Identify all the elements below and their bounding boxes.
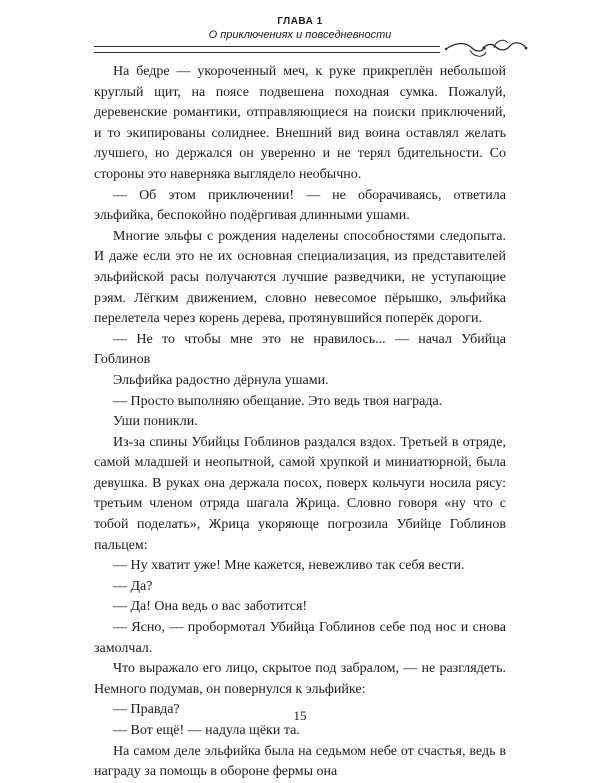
paragraph: Из-за спины Убийцы Гоблинов раздался вздох. Третьей в отряде, самой младшей и неопытной, самой хрупкой и миниатюрной, была девушка. В руках она держала посох, поверх кольчуги носила рясу: третьим членом отряда шагала Жрица. Словно говоря «ну что с тобой поделать», Жрица укоряюще погрозила Убийце Гоблинов пальцем: [94,434,506,553]
paragraph: — Об этом приключении! — не оборачиваясь, ответила эльфийка, беспокойно подёргивая длинными ушами. [94,187,506,224]
flourish-ornament-icon [440,34,530,62]
paragraph: На самом деле эльфийка была на седьмом небе от счастья, ведь в награду за помощь в обороне фермы она [94,743,506,780]
paragraph: Что выражало его лицо, скрытое под забралом, — не разглядеть. Немного подумав, он повернулся к эльфийке: [94,661,506,697]
chapter-title: ГЛАВА 1 [277,16,323,27]
paragraph: — Вот ещё! — надула щёки та. [113,723,300,738]
body-text [94,62,506,783]
paragraph: — Просто выполняю обещание. Это ведь твоя награда. [113,393,443,409]
page-number: 15 [293,708,307,723]
paragraph: — Ну хватит уже! Мне кажется, невежливо так себя вести. [113,558,465,574]
paragraph: На бедре — укороченный меч, к руке прикреплён небольшой круглый щит, на поясе подвешена походная сумка. Пожалуй, деревенские романтики, отправляющиеся на поиски приключений, и то экипированы солиднее. Внешний вид воина оставлял желать лучшего, но держался он уверенно и не терял бдительности. Со стороны это наверняка выглядело необычно. [94,64,506,182]
paragraph: — Не то чтобы мне это не нравилось... — начал Убийца Гоблинов [94,331,506,368]
paragraph: — Правда? [113,702,180,718]
paragraph: — Да! Она ведь о вас заботится! [113,599,308,615]
paragraph: Уши поникли. [113,414,198,430]
paragraph: — Да? [113,578,153,594]
paragraph: Многие эльфы с рождения наделены способностями следопыта. И даже если это не их основная специализация, из представителей эльфийской расы получаются лучшие разведчики, не уступающие рэям. Лёгким движением, словно невесомое пёрышко, эльфийка перелетела через корень дерева, протянувшийся поперёк дороги. [94,228,506,327]
paragraph: Эльфийка радостно дёрнула ушами. [113,372,329,388]
chapter-subtitle: О приключениях и повседневности [208,29,392,41]
paragraph: — Ясно, — пробормотал Убийца Гоблинов себе под нос и снова замолчал. [94,620,506,656]
